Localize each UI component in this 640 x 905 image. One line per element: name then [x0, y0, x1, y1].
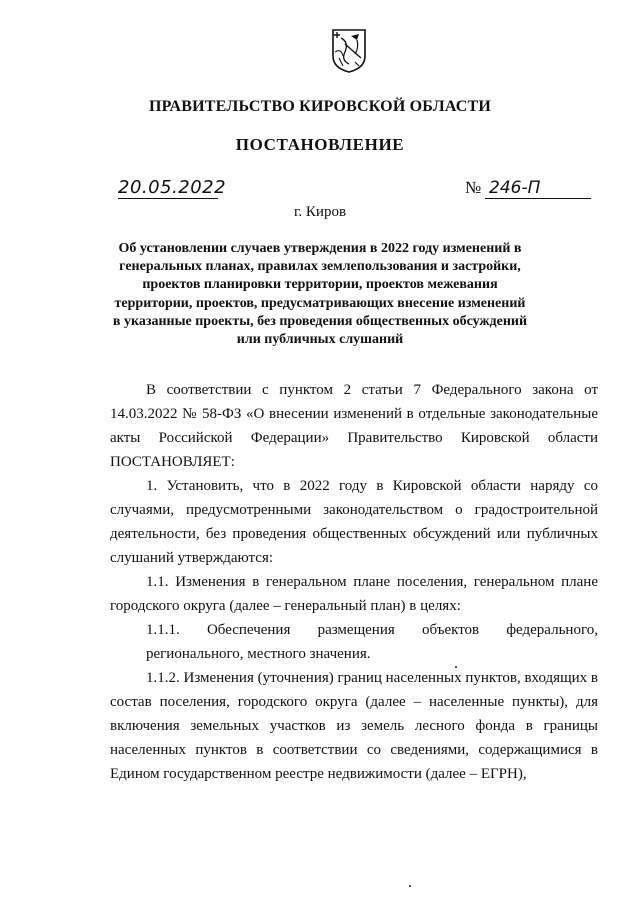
document-body [110, 378, 598, 786]
paragraph-preamble: В соответствии с пунктом 2 статьи 7 Федерального закона от 14.03.2022 № 58-ФЗ «О внесении изменений в отдельные законодательные акты Российской Федерации» Правительство Кировской области ПОСТАНОВЛЯЕТ: [110, 382, 598, 470]
scan-speck [455, 666, 457, 668]
paragraph-1-1: 1.1. Изменения в генеральном плане поселения, генеральном плане городского округа (далее – генеральный план) в целях: [110, 574, 598, 614]
number-sign: № [465, 178, 482, 197]
word: федерального, [506, 622, 598, 638]
word: размещения [317, 622, 395, 638]
paragraph-1-1-1-first-line [110, 618, 598, 642]
word: 1.1.1. [146, 622, 180, 638]
paragraph-1-1-2: 1.1.2. Изменения (уточнения) границ населенных пунктов, входящих в состав поселения, городского округа (далее – населенные пункты), для включения земельных участков из земель лесного фонда в границы населенных пунктов в соответствии со сведениями, содержащимися в Едином государственном реестре недвижимости (далее – ЕГРН), [110, 670, 598, 782]
word: Обеспечения [206, 622, 291, 638]
document-subject: Об установлении случаев утверждения в 2022 году изменений в генеральных планах, правилах землепользования и застройки, проектов планировки территории, проектов межевания территории, проектов, предусматривающих внесение изменений в указанные проекты, без проведения общественных обсуждений или публичных слушаний [112, 241, 528, 348]
word: объектов [421, 622, 480, 638]
scan-speck [409, 885, 411, 887]
document-number: 246-П [485, 178, 591, 199]
coat-of-arms-icon [331, 28, 367, 74]
document-number-field [465, 178, 591, 199]
document-date: 20.05.2022 [118, 177, 227, 198]
document-type: ПОСТАНОВЛЕНИЕ [235, 135, 405, 154]
paragraph-1-1-1-tail: регионального, местного значения. [146, 646, 371, 662]
government-title: ПРАВИТЕЛЬСТВО КИРОВСКОЙ ОБЛАСТИ [148, 98, 492, 115]
paragraph-1: 1. Установить, что в 2022 году в Кировской области наряду со случаями, предусмотренными законодательством о градостроительной деятельности, без проведения общественных обсуждений или публичных слушаний утверждаются: [110, 478, 598, 566]
city-name: г. Киров [293, 204, 347, 220]
